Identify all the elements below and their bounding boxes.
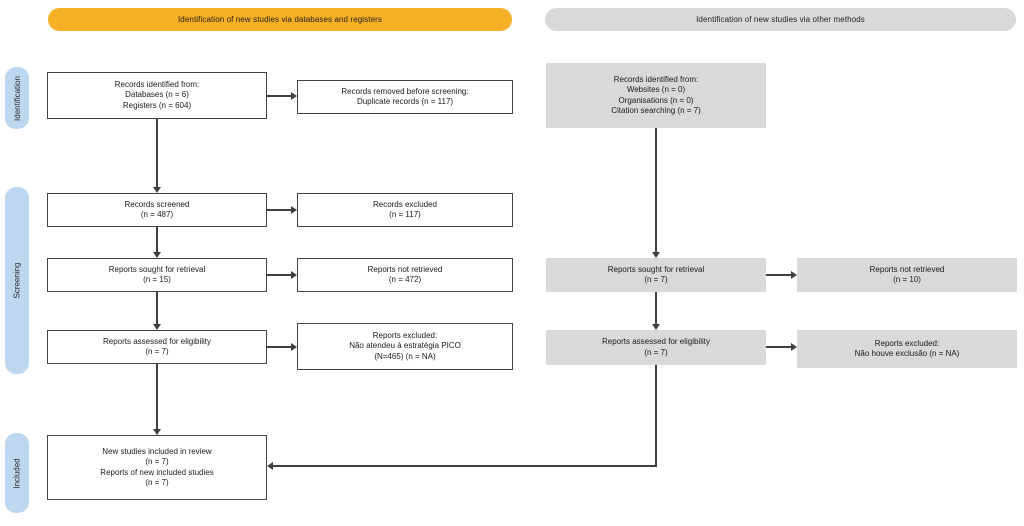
box-included	[47, 435, 267, 500]
box-records-identified-databases	[47, 72, 267, 119]
box-line: (n = 7)	[145, 478, 169, 487]
arrowhead-down-icon	[153, 187, 161, 193]
box-line: Records excluded	[372, 199, 438, 209]
arrowhead-right-icon	[291, 343, 297, 351]
box-line: (N=465) (n = NA)	[374, 351, 436, 361]
connector-other-assessed-elbow-horizontal	[273, 465, 657, 467]
box-line: Reports assessed for eligibility	[102, 336, 212, 346]
box-line: Reports sought for retrieval	[607, 264, 705, 274]
box-reports-assessed-other	[546, 330, 766, 365]
box-line: Websites (n = 0)	[626, 85, 686, 94]
arrowhead-down-icon	[652, 252, 660, 258]
stage-label-screening	[5, 187, 29, 374]
connector-other-assessed-to-excluded	[766, 346, 791, 348]
box-records-removed	[297, 80, 513, 114]
box-line: Records identified from:	[613, 74, 699, 84]
stage-label-identification	[5, 67, 29, 129]
box-records-excluded	[297, 193, 513, 227]
arrowhead-right-icon	[791, 343, 797, 351]
box-reports-sought-other	[546, 258, 766, 292]
box-line: (n = 487)	[140, 210, 174, 219]
connector-sought-to-assessed	[156, 292, 158, 324]
header-other-methods: Identification of new studies via other methods	[545, 8, 1016, 31]
connector-other-sought-to-assessed	[655, 292, 657, 324]
box-line: (n = 7)	[145, 347, 169, 356]
connector-sought-to-notretrieved	[267, 274, 291, 276]
stage-label-identification-text: Identification	[12, 75, 22, 121]
connector-assessed-to-excluded	[267, 346, 291, 348]
connector-identified-to-removed	[267, 95, 291, 97]
box-line: Duplicate records (n = 117)	[356, 97, 454, 106]
box-line: Records screened	[124, 199, 190, 209]
box-line: New studies included in review	[102, 446, 212, 456]
box-reports-assessed-databases	[47, 330, 267, 364]
stage-label-included	[5, 433, 29, 513]
box-line: (n = 10)	[893, 275, 921, 284]
box-line: (n = 15)	[143, 275, 171, 284]
arrowhead-down-icon	[153, 429, 161, 435]
box-line: Reports not retrieved	[869, 264, 945, 274]
header-databases-registers: Identification of new studies via databases and registers	[48, 8, 512, 31]
box-line: Reports excluded:	[372, 330, 438, 340]
box-line: Records removed before screening:	[341, 86, 469, 96]
box-reports-not-retrieved-databases	[297, 258, 513, 292]
box-line: Não atendeu à estratégia PICO	[349, 341, 461, 351]
box-line: Reports assessed for eligibility	[601, 337, 711, 346]
connector-assessed-to-included	[156, 364, 158, 429]
arrowhead-left-icon	[267, 462, 273, 470]
box-line: Citation searching (n = 7)	[611, 106, 701, 115]
connector-other-sought-to-notretrieved	[766, 274, 791, 276]
box-line: (n = 7)	[644, 347, 668, 357]
box-records-screened	[47, 193, 267, 227]
box-line: Organisations (n = 0)	[618, 95, 694, 105]
box-line: Reports not retrieved	[367, 264, 443, 274]
box-line: (n = 7)	[644, 275, 668, 284]
box-line: Databases (n = 6)	[125, 90, 189, 100]
box-reports-excluded-other	[797, 330, 1017, 368]
box-line: (n = 7)	[145, 457, 169, 466]
box-line: (n = 472)	[388, 275, 422, 284]
arrowhead-right-icon	[291, 271, 297, 279]
connector-other-assessed-elbow-vertical	[655, 365, 657, 467]
box-reports-excluded-databases	[297, 323, 513, 370]
box-line: Não houve exclusão (n = NA)	[854, 349, 960, 358]
box-records-identified-other	[546, 63, 766, 128]
stage-label-included-text: Included	[12, 457, 22, 489]
box-line: Reports of new included studies	[100, 467, 214, 477]
connector-screened-to-sought	[156, 227, 158, 252]
box-line: (n = 117)	[389, 210, 421, 219]
arrowhead-down-icon	[153, 252, 161, 258]
box-reports-sought-databases	[47, 258, 267, 292]
arrowhead-down-icon	[153, 324, 161, 330]
arrowhead-right-icon	[291, 92, 297, 100]
box-line: Records identified from:	[114, 79, 200, 89]
arrowhead-down-icon	[652, 324, 660, 330]
box-line: Reports excluded:	[874, 338, 940, 348]
arrowhead-right-icon	[791, 271, 797, 279]
connector-identified-to-screened	[156, 119, 158, 187]
box-line: Reports sought for retrieval	[108, 264, 206, 274]
arrowhead-right-icon	[291, 206, 297, 214]
stage-label-screening-text: Screening	[12, 262, 22, 299]
box-line: Registers (n = 604)	[122, 100, 192, 110]
connector-screened-to-excluded	[267, 209, 291, 211]
box-reports-not-retrieved-other	[797, 258, 1017, 292]
connector-other-identified-to-sought	[655, 128, 657, 252]
